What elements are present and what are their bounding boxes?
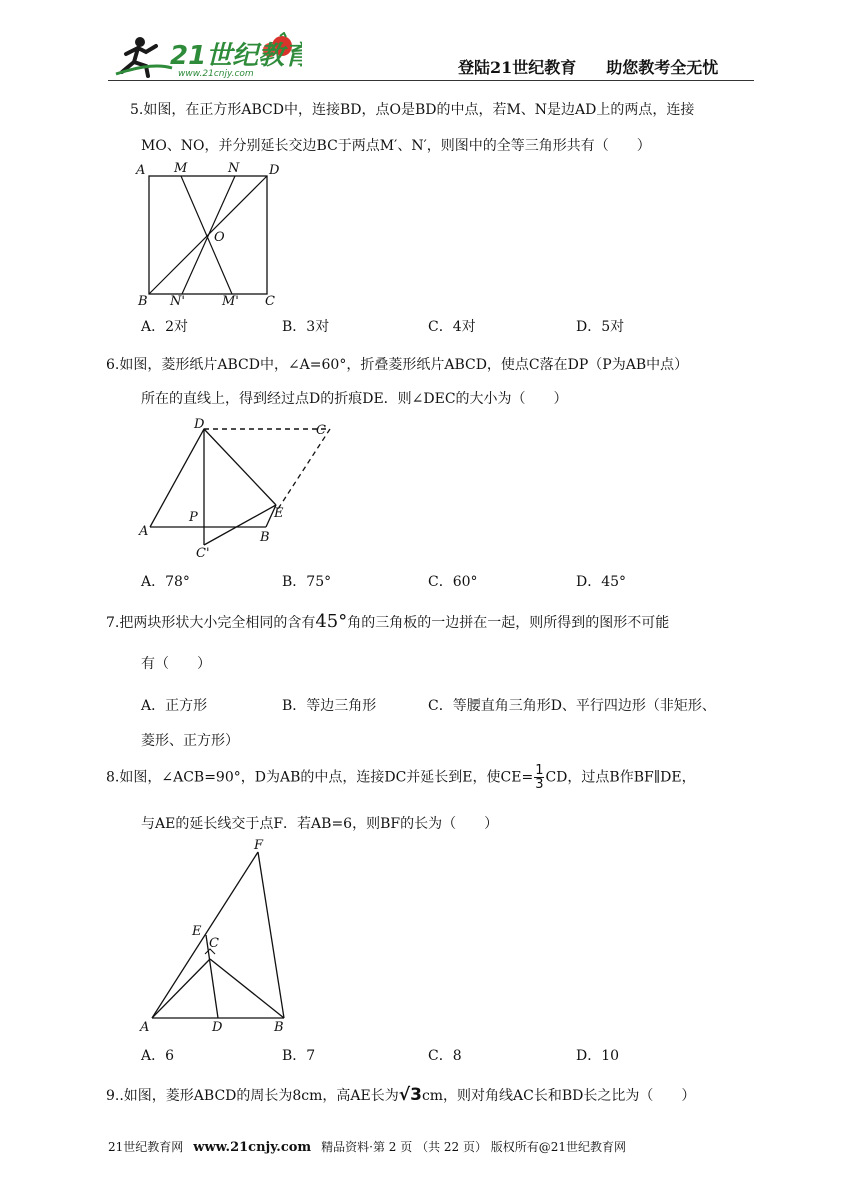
q7-line2: 有（ ） — [141, 656, 211, 672]
q8-line1 — [106, 764, 696, 791]
q5-label-c: C — [265, 294, 275, 309]
q8-frac-num: 1 — [535, 763, 544, 778]
q6-label-c: C — [316, 423, 326, 438]
header-rule — [108, 80, 754, 81]
q8-figure — [134, 835, 304, 1040]
q8-frac-den: 3 — [535, 777, 544, 792]
q6-label-d: D — [194, 417, 205, 432]
q6-option-b: B．75° — [282, 574, 332, 590]
q9-post: cm，则对角线AC长和BD长之比为（ ） — [421, 1088, 696, 1104]
q5-label-d: D — [269, 163, 280, 178]
q6-label-b: B — [260, 530, 270, 545]
site-logo — [112, 32, 302, 84]
q5-line2: MO、NO，并分别延长交边BC于两点M′、N′，则图中的全等三角形共有（ ） — [141, 138, 651, 154]
q5-label-n-prime: N' — [170, 294, 185, 309]
q8-line1-post: CD，过点B作BF∥DE， — [545, 769, 696, 786]
q8-label-a: A — [140, 1020, 150, 1035]
q9-pre: 9..如图，菱形ABCD的周长为8cm，高AE长为 — [106, 1088, 399, 1104]
q6-label-p: P — [189, 510, 198, 525]
q8-label-e: E — [192, 924, 202, 939]
q5-label-m: M — [174, 161, 188, 176]
q8-option-d: D．10 — [576, 1048, 620, 1064]
q5-option-a: A．2对 — [141, 319, 189, 335]
q5-option-b: B．3对 — [282, 319, 330, 335]
q8-label-b: B — [274, 1020, 284, 1035]
q7-line1-post: 角的三角板的一边拼在一起，则所得到的图形不可能 — [347, 615, 670, 631]
q6-option-a: A．78° — [141, 574, 190, 590]
q7-line1-pre: 7.把两块形状大小完全相同的含有 — [106, 615, 316, 631]
q8-label-c: C — [209, 936, 219, 951]
q9-sqrt: √3 — [398, 1085, 422, 1105]
logo-text: 21世纪教育 — [170, 41, 302, 71]
q5-label-m-prime: M' — [222, 294, 239, 309]
q8-line1-pre: 8.如图，∠ACB=90°，D为AB的中点，连接DC并延长到E，使CE= — [106, 769, 534, 786]
q8-line2: 与AE的延长线交于点F．若AB=6，则BF的长为（ ） — [141, 816, 499, 832]
q6-label-e: E — [274, 506, 284, 521]
q5-label-o: O — [214, 230, 225, 245]
q5-option-c: C．4对 — [428, 319, 476, 335]
q7-option-c-d: C．等腰直角三角形D、平行四边形（非矩形、 — [428, 698, 716, 714]
q5-label-a: A — [136, 163, 146, 178]
q5-line1: 5.如图，在正方形ABCD中，连接BD，点O是BD的中点，若M、N是边AD上的两点，连接 — [130, 102, 695, 118]
q8-option-c: C．8 — [428, 1048, 462, 1064]
q7-option-d-cont: 菱形、正方形） — [141, 733, 239, 749]
q6-line2: 所在的直线上，得到经过点D的折痕DE．则∠DEC的大小为（ ） — [141, 391, 568, 407]
q8-label-f: F — [254, 838, 264, 853]
q5-figure — [134, 155, 284, 310]
q9-line — [106, 1086, 695, 1105]
q6-option-c: C．60° — [428, 574, 478, 590]
footer-left: 21世纪教育网 — [108, 1140, 184, 1154]
q8-option-b: B．7 — [282, 1048, 316, 1064]
q7-line1 — [106, 613, 669, 632]
q8-label-d: D — [212, 1020, 223, 1035]
runner-icon — [116, 37, 172, 76]
header-slogan — [458, 55, 748, 78]
q8-fraction — [534, 764, 544, 791]
logo-url: www.21cnjy.com — [178, 69, 254, 79]
slogan-right: 助您教考全无忧 — [606, 58, 719, 77]
q5-option-d: D．5对 — [576, 319, 625, 335]
q8-option-a: A．6 — [141, 1048, 175, 1064]
q5-label-b: B — [138, 294, 148, 309]
slogan-left: 登陆21世纪教育 — [458, 58, 577, 77]
q6-line1: 6.如图，菱形纸片ABCD中，∠A=60°，折叠菱形纸片ABCD，使点C落在DP（P为AB中点） — [106, 357, 689, 373]
q7-option-b: B．等边三角形 — [282, 698, 377, 714]
q6-label-c-prime: C' — [196, 546, 210, 561]
q6-option-d: D．45° — [576, 574, 627, 590]
q7-option-a: A．正方形 — [141, 698, 208, 714]
q6-label-a: A — [139, 524, 149, 539]
q6-figure — [134, 415, 334, 565]
q5-label-n: N — [228, 161, 240, 176]
footer-right: 精品资料·第 2 页 （共 22 页） 版权所有@21世纪教育网 — [321, 1140, 627, 1154]
footer-site-link[interactable]: www.21cnjy.com — [193, 1140, 312, 1155]
page-footer — [108, 1138, 626, 1155]
q7-angle: 45° — [315, 611, 348, 632]
